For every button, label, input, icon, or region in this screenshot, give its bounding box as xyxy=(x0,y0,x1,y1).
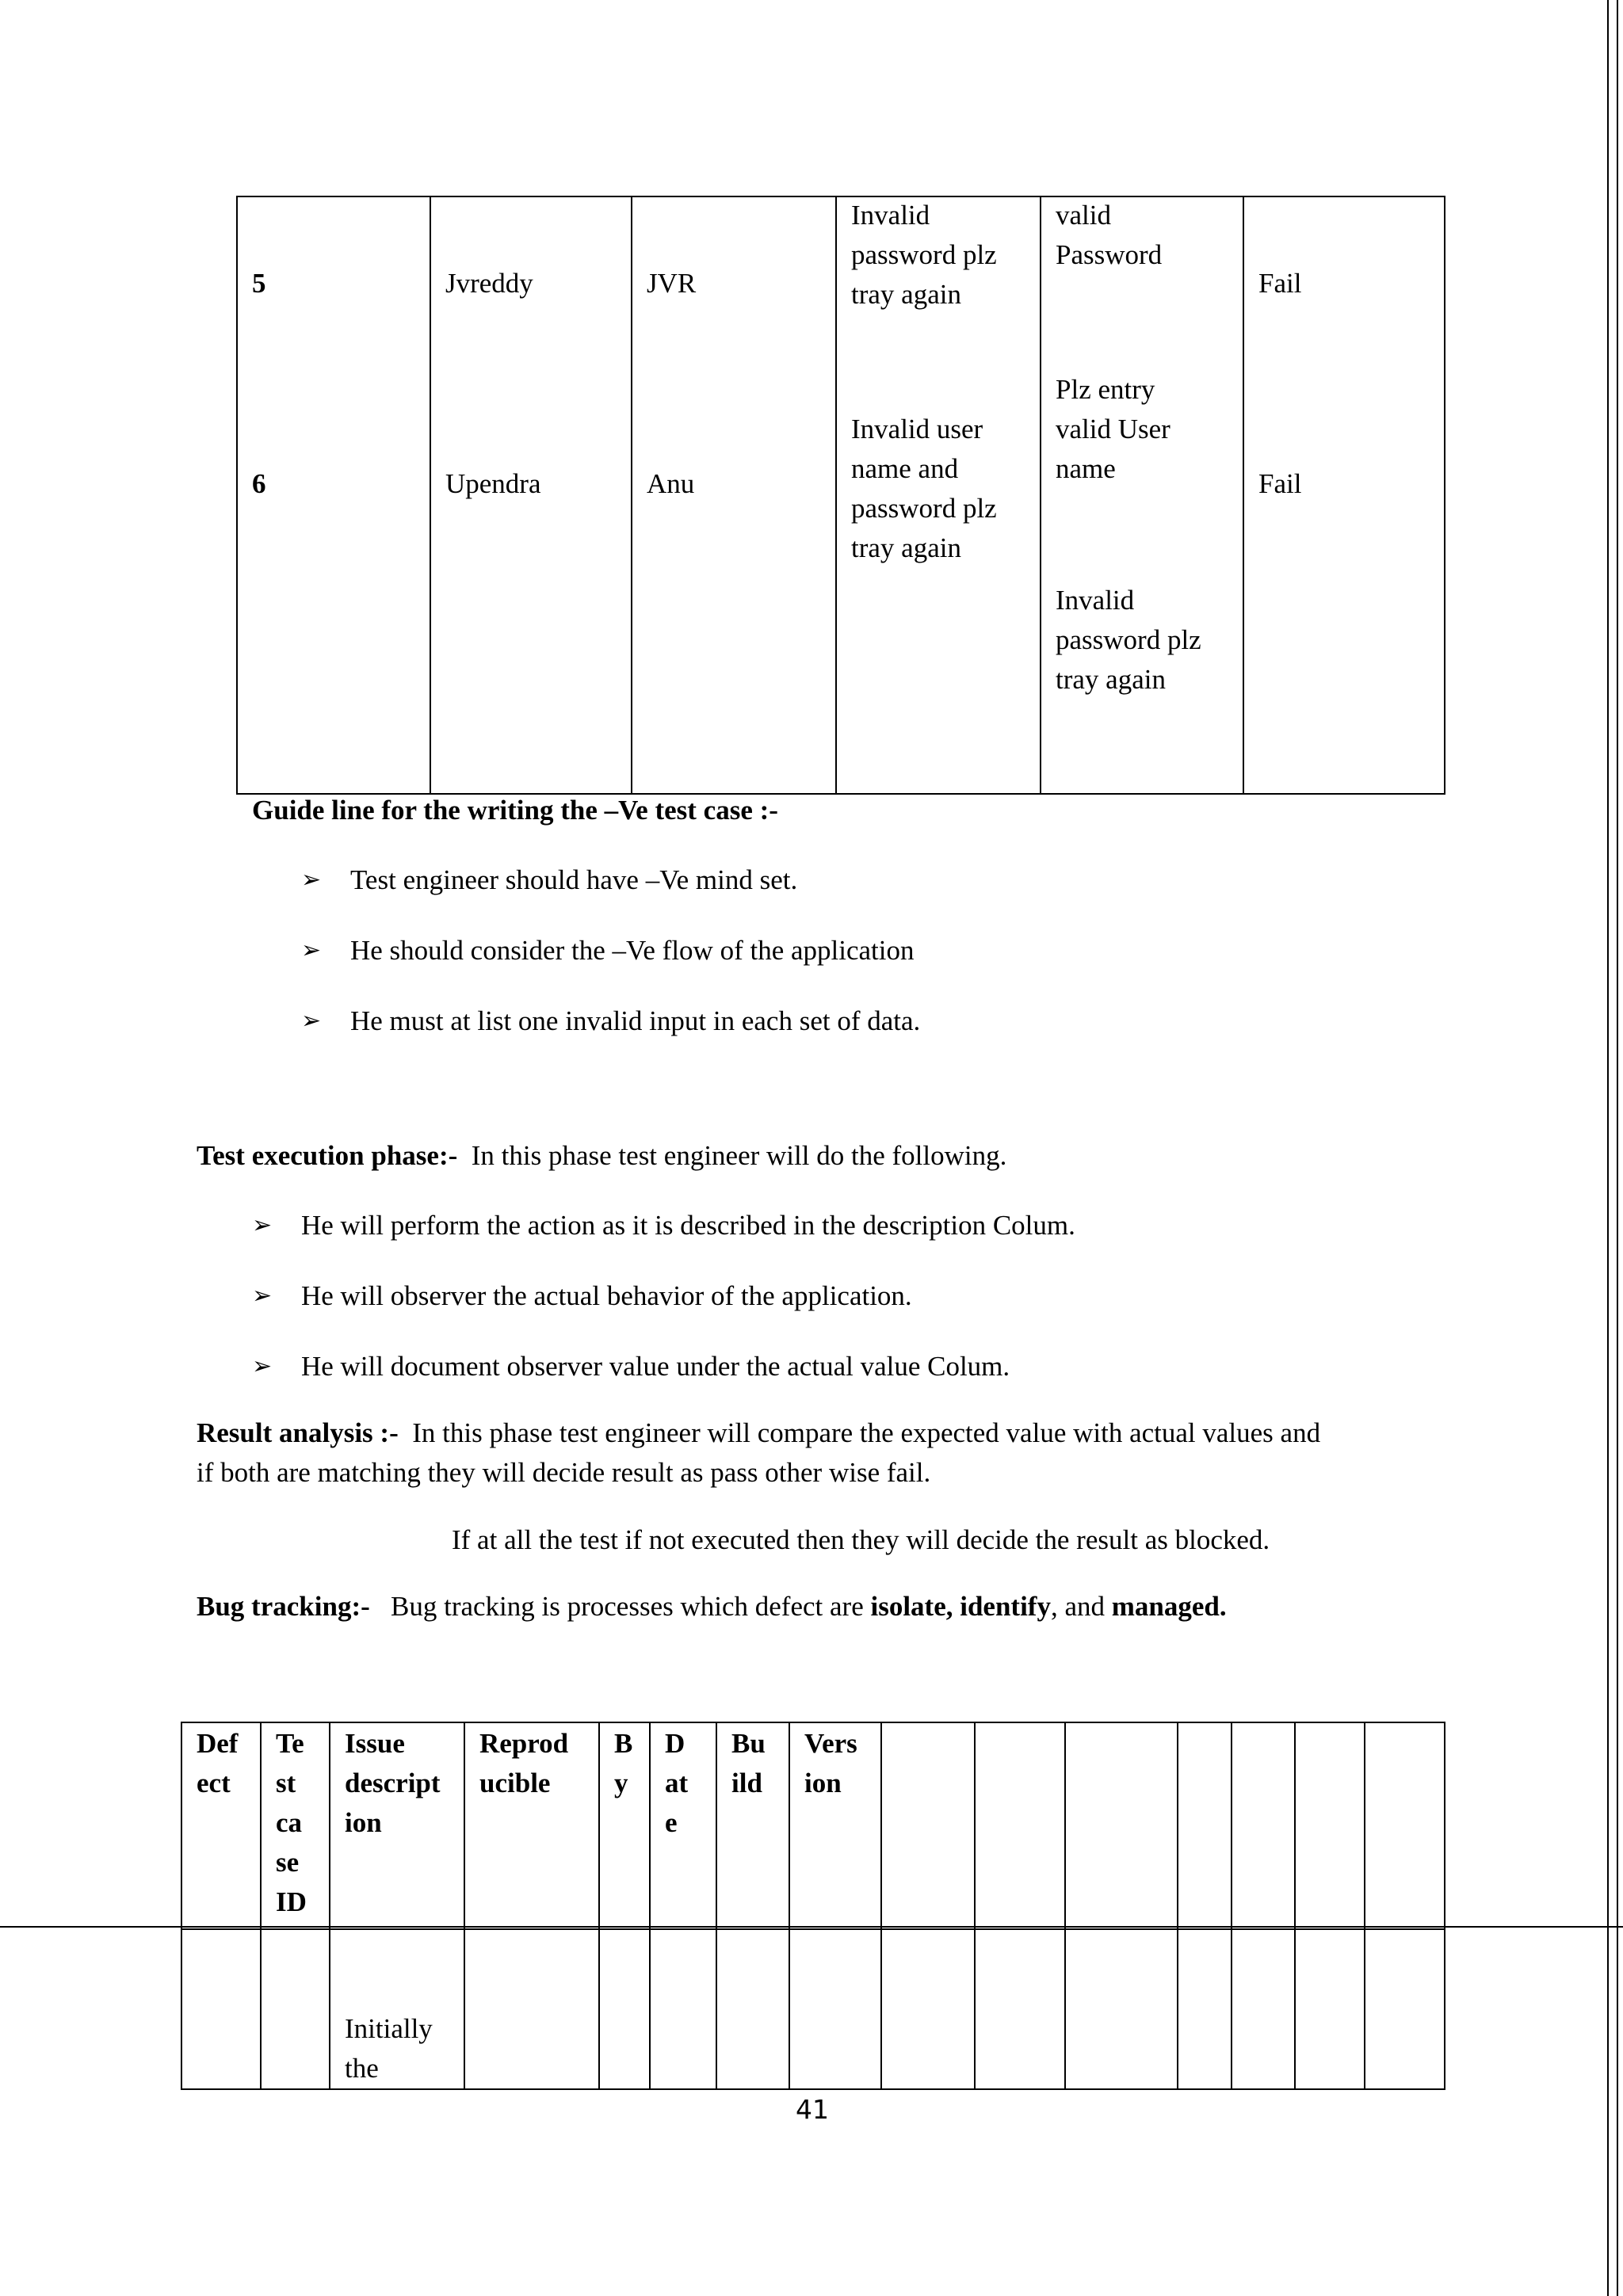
column-header-by: B y xyxy=(599,1722,650,1929)
test-case-id: 5 xyxy=(252,268,266,299)
table-cell xyxy=(464,1929,599,2089)
page-number: 41 xyxy=(796,2094,829,2125)
user-name-value: Jvreddy xyxy=(445,268,533,299)
password-value: Anu xyxy=(647,468,695,499)
expected-value: Invalid password plz tray again xyxy=(851,200,997,310)
test-execution-paragraph xyxy=(197,1136,1006,1176)
table-row xyxy=(237,196,1445,794)
bullet-arrow-icon: ➢ xyxy=(301,936,322,964)
table-cell xyxy=(716,1929,789,2089)
bug-tracking-label: Bug tracking:- xyxy=(197,1591,370,1622)
test-execution-item: He will perform the action as it is described in the description Colum. xyxy=(301,1210,1075,1241)
table-cell xyxy=(1365,1929,1445,2089)
test-case-id: 6 xyxy=(252,468,266,499)
bug-tracking-emphasis: isolate, identify xyxy=(870,1591,1051,1622)
column-header-empty xyxy=(1232,1722,1295,1929)
bug-tracking-paragraph xyxy=(197,1587,1227,1627)
bullet-arrow-icon: ➢ xyxy=(252,1282,273,1310)
result-cell xyxy=(1243,196,1445,794)
column-header-defect: Def ect xyxy=(181,1722,261,1929)
table-row xyxy=(181,1929,1445,2089)
column-header-empty xyxy=(881,1722,975,1929)
test-execution-text: In this phase test engineer will do the following. xyxy=(457,1140,1007,1171)
table-cell xyxy=(789,1929,881,2089)
bug-table-header-row xyxy=(181,1722,1445,1929)
actual-value: valid Password xyxy=(1056,200,1163,270)
actual-value-cell xyxy=(1041,196,1243,794)
table-cell xyxy=(261,1929,330,2089)
column-header-empty xyxy=(975,1722,1065,1929)
table-cell xyxy=(881,1929,975,2089)
column-header-reproducible: Reprod ucible xyxy=(464,1722,599,1929)
column-header-empty xyxy=(1295,1722,1365,1929)
page-edge-rule xyxy=(1607,0,1609,2296)
issue-description-cell: Initially the xyxy=(330,1929,464,2089)
bullet-arrow-icon: ➢ xyxy=(252,1211,273,1239)
test-execution-item: He will observer the actual behavior of the application. xyxy=(301,1280,912,1311)
result-analysis-line: If at all the test if not executed then they will decide the result as blocked. xyxy=(452,1524,1270,1555)
expected-value-cell xyxy=(836,196,1041,794)
test-execution-label: Test execution phase:- xyxy=(197,1140,458,1171)
user-name-value: Upendra xyxy=(445,468,541,499)
test-execution-item: He will document observer value under the actual value Colum. xyxy=(301,1351,1010,1382)
column-header-empty xyxy=(1365,1722,1445,1929)
bug-tracking-emphasis: managed. xyxy=(1111,1591,1227,1622)
test-case-id-cell xyxy=(237,196,430,794)
table-cell xyxy=(1295,1929,1365,2089)
bullet-arrow-icon: ➢ xyxy=(252,1352,273,1380)
result-analysis-text: In this phase test engineer will compare the expected value with actual values and xyxy=(398,1417,1321,1448)
column-header-empty xyxy=(1065,1722,1178,1929)
table-cell xyxy=(1065,1929,1178,2089)
guideline-item: He must at list one invalid input in each set of data. xyxy=(350,1005,921,1036)
bug-tracking-text: Bug tracking is processes which defect are xyxy=(369,1591,871,1622)
result-analysis-label: Result analysis :- xyxy=(197,1417,399,1448)
table-cell xyxy=(599,1929,650,2089)
column-header-version: Vers ion xyxy=(789,1722,881,1929)
page-edge-rule-outer xyxy=(1617,0,1618,2296)
table-cell xyxy=(975,1929,1065,2089)
table-cell xyxy=(1178,1929,1232,2089)
result-analysis-line: if both are matching they will decide result as pass other wise fail. xyxy=(197,1457,931,1488)
actual-value: Plz entry valid User name xyxy=(1056,374,1170,484)
bug-tracking-text: , and xyxy=(1050,1591,1112,1622)
password-value: JVR xyxy=(647,268,697,299)
table-cell xyxy=(1232,1929,1295,2089)
column-header-test-case-id: Te st ca se ID xyxy=(261,1722,330,1929)
column-header-empty xyxy=(1178,1722,1232,1929)
actual-value: Invalid password plz tray again xyxy=(1056,585,1201,695)
bug-report-table xyxy=(181,1722,1445,2090)
user-name-cell xyxy=(430,196,632,794)
guideline-item: He should consider the –Ve flow of the application xyxy=(350,935,915,966)
bullet-arrow-icon: ➢ xyxy=(301,1007,322,1035)
result-value: Fail xyxy=(1258,268,1302,299)
result-analysis-paragraph xyxy=(197,1413,1320,1453)
test-case-table xyxy=(236,196,1445,795)
result-value: Fail xyxy=(1258,468,1302,499)
column-header-build: Bu ild xyxy=(716,1722,789,1929)
expected-value: Invalid user name and password plz tray again xyxy=(851,414,997,563)
bullet-arrow-icon: ➢ xyxy=(301,866,322,894)
table-cell xyxy=(181,1929,261,2089)
table-cell xyxy=(650,1929,716,2089)
guideline-heading: Guide line for the writing the –Ve test case :- xyxy=(252,795,778,826)
column-header-issue-description: Issue descript ion xyxy=(330,1722,464,1929)
password-cell xyxy=(632,196,836,794)
guideline-item: Test engineer should have –Ve mind set. xyxy=(350,864,798,895)
column-header-date: D at e xyxy=(650,1722,716,1929)
